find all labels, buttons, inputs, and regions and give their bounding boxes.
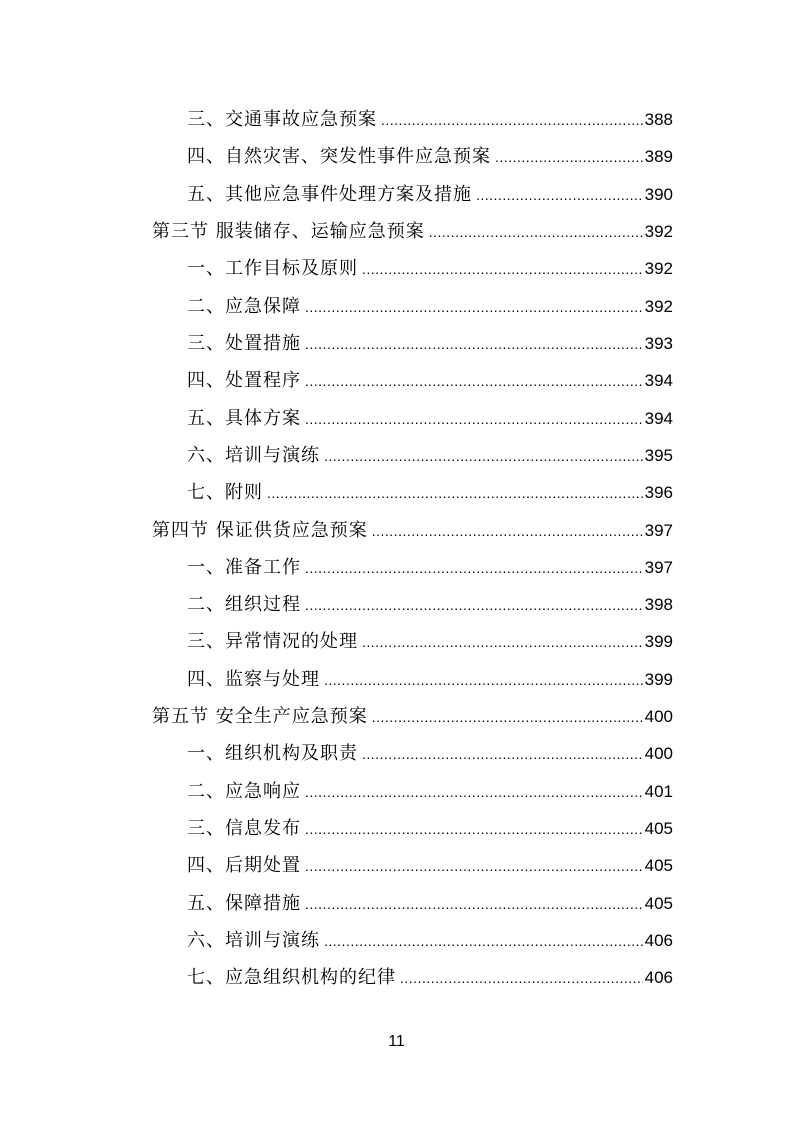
toc-entry-page: 390 <box>644 185 673 204</box>
toc-entry-title: 一、工作目标及原则 <box>187 258 358 279</box>
toc-dot-leader <box>362 624 643 661</box>
toc-section-entry[interactable] <box>152 213 673 250</box>
toc-entry-title: 三、交通事故应急预案 <box>187 109 377 130</box>
toc-entry-title: 一、组织机构及职责 <box>187 743 358 764</box>
toc-entry-page: 405 <box>644 856 673 875</box>
toc-dot-leader <box>372 513 643 550</box>
toc-dot-leader <box>429 214 643 251</box>
toc-dot-leader <box>305 289 643 326</box>
toc-entry-page: 400 <box>644 744 673 763</box>
toc-section-entry[interactable] <box>152 512 673 549</box>
toc-entry-page: 399 <box>644 632 673 651</box>
toc-entry-title: 二、组织过程 <box>187 594 301 615</box>
toc-entry-title: 六、培训与演练 <box>187 445 320 466</box>
toc-entry-title: 五、具体方案 <box>187 408 301 429</box>
toc-entry-page: 392 <box>644 297 673 316</box>
toc-entry-title: 四、自然灾害、突发性事件应急预案 <box>187 146 491 167</box>
toc-dot-leader <box>305 774 643 811</box>
toc-entry-title: 一、准备工作 <box>187 557 301 578</box>
toc-entry-page: 392 <box>644 259 673 278</box>
toc-entry-page: 397 <box>644 558 673 577</box>
toc-dot-leader <box>305 550 643 587</box>
toc-entry-title: 二、应急响应 <box>187 781 301 802</box>
toc-entry-title: 第三节 服装储存、运输应急预案 <box>152 221 425 242</box>
toc-entry-page: 401 <box>644 782 673 801</box>
toc-entry-page: 397 <box>644 521 673 540</box>
toc-entry-page: 405 <box>644 819 673 838</box>
toc-dot-leader <box>324 923 643 960</box>
toc-dot-leader <box>324 438 643 475</box>
toc-entry-title: 第四节 保证供货应急预案 <box>152 520 368 541</box>
toc-entry-title: 五、其他应急事件处理方案及措施 <box>187 184 472 205</box>
toc-dot-leader <box>362 736 643 773</box>
toc-entry[interactable] <box>187 885 673 922</box>
toc-entry-page: 394 <box>644 409 673 428</box>
toc-dot-leader <box>305 811 643 848</box>
toc-entry-page: 393 <box>644 334 673 353</box>
toc-dot-leader <box>324 662 643 699</box>
toc-entry[interactable] <box>187 400 673 437</box>
toc-dot-leader <box>305 326 643 363</box>
toc-entry[interactable] <box>187 101 673 138</box>
toc-entry[interactable] <box>187 922 673 959</box>
toc-dot-leader <box>305 587 643 624</box>
toc-dot-leader <box>476 177 643 214</box>
toc-dot-leader <box>362 251 643 288</box>
toc-entry[interactable] <box>187 362 673 399</box>
toc-entry[interactable] <box>187 735 673 772</box>
toc-entry[interactable] <box>187 810 673 847</box>
toc-section-entry[interactable] <box>152 698 673 735</box>
toc-dot-leader <box>305 848 643 885</box>
toc-entry-page: 398 <box>644 595 673 614</box>
toc-entry[interactable] <box>187 773 673 810</box>
toc-entry-page: 392 <box>644 222 673 241</box>
toc-entry-title: 三、处置措施 <box>187 333 301 354</box>
toc-entry[interactable] <box>187 847 673 884</box>
toc-dot-leader <box>305 401 643 438</box>
toc-entry-page: 400 <box>644 707 673 726</box>
toc-dot-leader <box>305 363 643 400</box>
toc-entry[interactable] <box>187 586 673 623</box>
toc-entry-title: 七、附则 <box>187 482 263 503</box>
toc-entry-page: 406 <box>644 931 673 950</box>
toc-dot-leader <box>267 475 643 512</box>
toc-entry[interactable] <box>187 138 673 175</box>
toc-entry-page: 399 <box>644 670 673 689</box>
toc-entry[interactable] <box>187 250 673 287</box>
toc-dot-leader <box>400 960 643 997</box>
toc-dot-leader <box>372 699 643 736</box>
toc-entry[interactable] <box>187 437 673 474</box>
toc-entry[interactable] <box>187 288 673 325</box>
toc-entry[interactable] <box>187 661 673 698</box>
toc-entry-title: 第五节 安全生产应急预案 <box>152 706 368 727</box>
toc-entry-title: 二、应急保障 <box>187 296 301 317</box>
toc-entry[interactable] <box>187 474 673 511</box>
toc-dot-leader <box>381 102 643 139</box>
toc-entry[interactable] <box>187 549 673 586</box>
toc-entry[interactable] <box>187 623 673 660</box>
toc-entry[interactable] <box>187 325 673 362</box>
toc-entry-title: 三、信息发布 <box>187 818 301 839</box>
toc-entry[interactable] <box>187 959 673 996</box>
toc-entry[interactable] <box>187 176 673 213</box>
toc-dot-leader <box>305 886 643 923</box>
toc-entry-title: 五、保障措施 <box>187 893 301 914</box>
toc-entry-page: 405 <box>644 894 673 913</box>
toc-entry-title: 四、监察与处理 <box>187 669 320 690</box>
toc-entry-page: 395 <box>644 446 673 465</box>
toc-entry-page: 396 <box>644 483 673 502</box>
toc-entry-title: 四、处置程序 <box>187 370 301 391</box>
toc-entry-page: 406 <box>644 968 673 987</box>
toc-entry-title: 三、异常情况的处理 <box>187 631 358 652</box>
toc-entry-page: 394 <box>644 371 673 390</box>
toc-entry-title: 六、培训与演练 <box>187 930 320 951</box>
page-number: 11 <box>388 1033 405 1050</box>
toc-entry-page: 388 <box>644 110 673 129</box>
toc-dot-leader <box>495 139 643 176</box>
toc-entry-title: 七、应急组织机构的纪律 <box>187 967 396 988</box>
toc-entry-page: 389 <box>644 147 673 166</box>
toc-entry-title: 四、后期处置 <box>187 855 301 876</box>
